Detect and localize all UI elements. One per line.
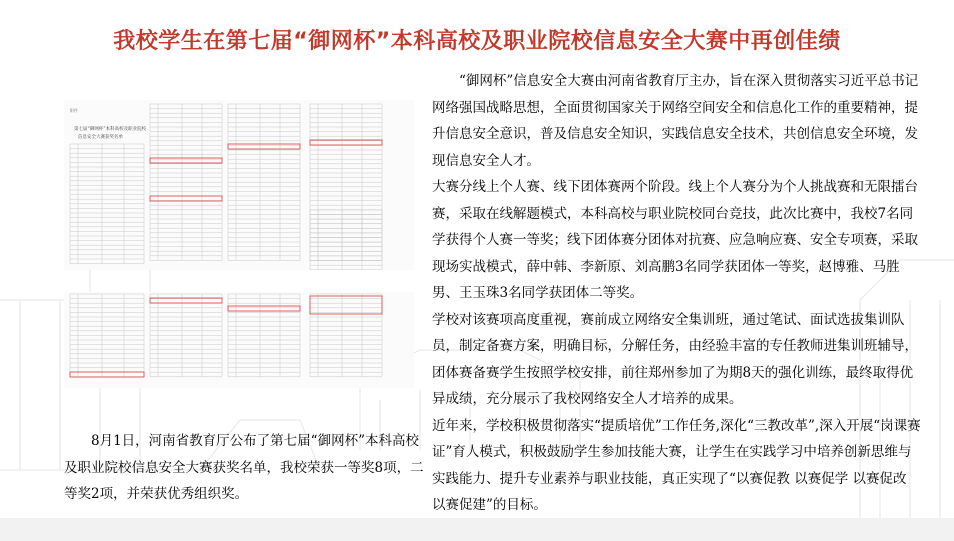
caption-text: 8月1日，河南省教育厅公布了第七届“御网杯”本科高校及职业院校信息安全大赛获奖名单，我校荣获一等奖8项，二等奖2项，并荣获优秀组织奖。 bbox=[64, 433, 424, 502]
article-paragraph-2: 大赛分线上个人赛、线下团体赛两个阶段。线上个人赛分为个人挑战赛和无限擂台赛，采取在线解题模式，本科高校与职业院校同台竞技，此次比赛中，我校7名同学获得个人赛一等奖；线下团体赛分团体对抗赛、应急响应赛、安全专项赛，采取现场实战模式，薛中韩、李新原、刘高鹏3名同学获团体一等奖，赵博雅、马胜男、王玉珠3名同学获团体二等奖。 bbox=[432, 179, 918, 301]
svg-text:附件: 附件 bbox=[70, 108, 78, 113]
award-caption bbox=[64, 428, 428, 508]
scan-header-line2: 信息安全大赛获奖名单 bbox=[78, 135, 123, 140]
award-list-table-image-bottom bbox=[64, 292, 414, 388]
award-list-table-image-top bbox=[64, 100, 414, 270]
article-body bbox=[432, 68, 924, 519]
article-paragraph-1: “御网杯”信息安全大赛由河南省教育厅主办，旨在深入贯彻落实习近平总书记网络强国战略思想，全面贯彻国家关于网络空间安全和信息化工作的重要精神，提升信息安全意识，普及信息安全知识，实践信息安全技术，共创信息安全环境，发现信息安全人才。 bbox=[432, 73, 919, 169]
page-title: 我校学生在第七届“御网杯”本科高校及职业院校信息安全大赛中再创佳绩 bbox=[113, 29, 841, 54]
article-paragraph-3: 学校对该赛项高度重视，赛前成立网络安全集训班，通过笔试、面试选拔集训队员，制定备赛方案，明确目标，分解任务，由经验丰富的专任教师进集训班辅导，团体赛备赛学生按照学校安排，前往郑州参加了为期8天的强化训练，最终取得优异成绩，充分展示了我校网络安全人才培养的成果。 bbox=[432, 311, 918, 407]
award-list-scan-top bbox=[64, 100, 414, 270]
award-list-scan-bottom bbox=[64, 292, 414, 388]
article-paragraph-4: 近年来，学校积极贯彻落实“提质培优”工作任务,深化“三教改革”,深入开展“岗课赛证”育人模式，积极鼓励学生参加技能大赛，让学生在实践学习中培养创新思维与实践能力、提升专业素养与职业技能，真正实现了“以赛促教 以赛促学 以赛促改 以赛促建”的目标。 bbox=[432, 417, 921, 513]
scan-header-line1: 第七届“御网杯”本科高校及职业院校 bbox=[74, 127, 147, 132]
